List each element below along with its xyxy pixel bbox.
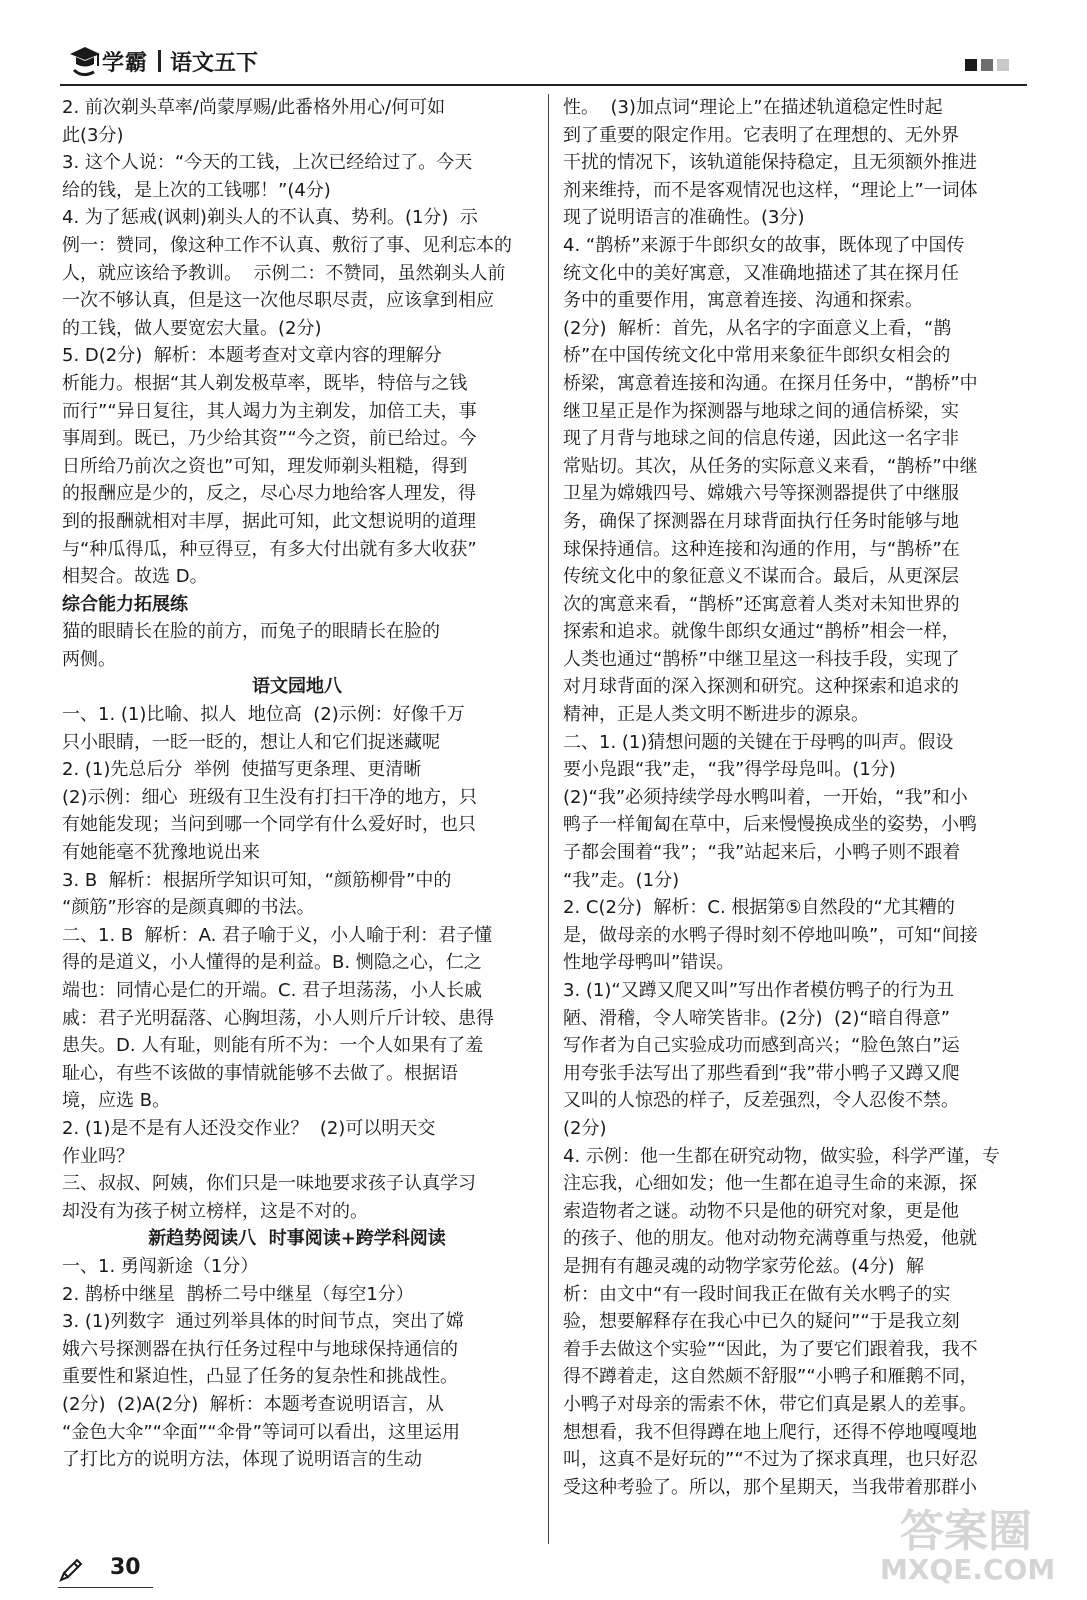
text-line: 端也：同情心是仁的开端。C. 君子坦荡荡，小人长戚 [62,980,483,1001]
text-line: 2. C(2分) 解析：C. 根据第⑤自然段的“尤其糟的 [563,897,955,919]
text-line: 桥”在中国传统文化中常用来象征牛郎织女相会的 [563,345,951,367]
text-line: 次的寓意来看，“鹊桥”还寓意着人类对未知世界的 [563,593,960,615]
footer-rule [58,1587,153,1588]
watermark-bottom-text: MXQE.COM [880,1553,1056,1586]
text-line: 的报酬应是少的，反之，尽心尽力地给客人理发，得 [62,483,476,505]
text-line: 而行”“异日复往，其人竭力为主剃发，加倍工夫，事 [62,400,477,422]
text-line: 二、1. B 解析：A. 君子喻于义，小人喻于利：君子懂 [62,924,493,946]
text-line: 只小眼睛，一眨一眨的，想让人和它们捉迷藏呢 [62,731,440,753]
text-line: (2分) 解析：首先，从名字的字面意义上看，“鹊 [563,317,952,339]
text-line: 娥六号探测器在执行任务过程中与地球保持通信的 [62,1338,458,1360]
text-line: 与“种瓜得瓜，种豆得豆，有多大付出就有多大收获” [62,538,477,560]
text-line: 3. (1)列数字 通过列举具体的时间节点，突出了嫦 [62,1311,464,1333]
brand-name: 学霸 [102,51,149,76]
text-line: 人类也通过“鹊桥”中继卫星这一科技手段，实现了 [563,648,960,670]
text-line: “金色大伞”“伞面”“伞骨”等词可以看出，这里运用 [62,1421,460,1443]
text-line: 三、叔叔、阿姨，你们只是一味地要求孩子认真学习 [62,1173,476,1195]
text-line: 想想看，我不但得蹲在地上爬行，还得不停地嘎嘎地 [563,1421,977,1443]
text-line: 4. “鹊桥”来源于牛郎织女的故事，既体现了中国传 [563,234,965,256]
text-line: 务中的重要作用，寓意着连接、沟通和探索。 [563,290,923,312]
text-line: 4. 为了惩戒(讽刺)剃头人的不认真、势利。(1分) 示 [62,207,478,229]
text-line: 综合能力拓展练 [62,593,188,615]
page-header [60,40,1027,82]
column-divider [548,94,549,1544]
text-line: 给的钱，是上次的工钱哪！”(4分) [62,179,331,201]
text-line: 3. B 解析：根据所学知识可知，“颜筋柳骨”中的 [62,869,452,891]
text-line: 相契合。故选 D。 [62,566,208,588]
text-line: 却没有为孩子树立榜样，这是不对的。 [62,1200,368,1222]
text-line: 务，确保了探测器在月球背面执行任务时能够与地 [563,510,959,532]
text-line: 桥梁，寓意着连接和沟通。在探月任务中，“鹊桥”中 [563,372,978,394]
square-medium [981,59,993,71]
text-line: 得不蹲着走，这自然颇不舒服”“小鸭子和雁鹅不同， [563,1366,978,1388]
text-line: 2. 鹊桥中继星 鹊桥二号中继星（每空1分） [62,1283,414,1305]
text-line: 一、1. 勇闯新途（1分） [62,1255,259,1277]
text-line: 例一：赞同，像这种工作不认真、敷衍了事、见利忘本的 [62,234,512,256]
text-line: 着手去做这个实验”“因此，为了要它们跟着我，我不 [563,1338,978,1360]
text-line: 患失。D. 人有耻，则能有所不为：一个人如果有了羞 [62,1035,484,1057]
text-line: 析能力。根据“其人剃发极草率，既毕，特倍与之钱 [62,372,468,394]
subject-title: 语文五下 [170,51,259,76]
text-line: 现了说明语言的准确性。(3分) [563,207,805,229]
text-line: 子都会围着“我”；“我”站起来后，小鸭子则不跟着 [563,842,961,864]
text-line: 此(3分) [62,124,124,146]
text-line: 鸭子一样匍匐在草中，后来慢慢换成坐的姿势，小鸭 [563,814,977,836]
text-line: 是，做母亲的水鸭子得时刻不停地叫唤”，可知“间接 [563,924,978,946]
text-line: 2. 前次剃头草率/尚蒙厚赐/此番格外用心/何可如 [62,97,446,118]
text-line: 新趋势阅读八 时事阅读+跨学科阅读 [148,1228,446,1250]
text-line: 干扰的情况下，该轨道能保持稳定，且无须额外推进 [563,152,977,174]
text-line: 的孩子、他的朋友。他对动物充满尊重与热爱，他就 [563,1228,977,1250]
text-line: 有她能发现；当问到哪一个同学有什么爱好时，也只 [62,814,476,836]
text-line: (2分) [563,1117,607,1139]
text-line: (2)示例：细心 班级有卫生没有打扫干净的地方，只 [62,786,477,808]
text-line: 卫星为嫦娥四号、嫦娥六号等探测器提供了中继服 [563,483,959,505]
watermark [860,1485,1070,1595]
text-line: “颜筋”形容的是颜真卿的书法。 [62,897,315,919]
text-line: 性地学母鸭叫”错误。 [563,952,735,974]
pencil-icon [58,1557,84,1583]
text-line: 验，想要解释存在我心中已久的疑问”“于是我立刻 [563,1311,960,1333]
text-line: 陋、滑稽，令人啼笑皆非。(2分) (2)“暗自得意” [563,1007,951,1029]
text-line: 析：由文中“有一段时间我正在做有关水鸭子的实 [563,1283,951,1305]
text-line: 猫的眼睛长在脸的前方，而兔子的眼睛长在脸的 [62,621,440,643]
text-line: (2分) (2)A(2分) 解析：本题考查说明语言，从 [62,1393,444,1415]
text-line: 一次不够认真，但是这一次他尽职尽责，应该拿到相应 [62,290,494,312]
left-column [62,94,532,1474]
header-separator [158,50,161,72]
text-line: 注忘我，心细如发；他一生都在追寻生命的来源，探 [563,1173,977,1195]
text-line: 两侧。 [62,648,116,670]
text-line: 用夸张手法写出了那些看到“我”带小鸭子又蹲又爬 [563,1062,960,1084]
text-line: 事周到。既已，乃少给其资”“今之资，前已给过。今 [62,428,477,450]
text-line: 到了重要的限定作用。它表明了在理想的、无外界 [563,124,959,146]
text-line: 有她能毫不犹豫地说出来 [62,842,260,864]
text-line: 2. (1)先总后分 举例 使描写更条理、更清晰 [62,759,422,781]
text-line: 4. 示例：他一生都在研究动物，做实验，科学严谨，专 [563,1145,1000,1167]
text-line: 统文化中的美好寓意，又准确地描述了其在探月任 [563,262,959,284]
graduation-cap-logo-icon [68,42,102,78]
text-line: 3. 这个人说：“今天的工钱，上次已经给过了。今天 [62,152,473,174]
right-column [563,94,1033,1501]
text-line: 受这种考验了。所以，那个星期天，当我带着那群小 [563,1476,977,1498]
text-line: 对月球背面的深入探测和研究。这种探索和追求的 [563,676,959,698]
text-line: 探索和追求。就像牛郎织女通过“鹊桥”相会一样， [563,621,960,643]
text-line: 到的报酬就相对丰厚，据此可知，此文想说明的道理 [62,510,476,532]
text-line: 性。 (3)加点词“理论上”在描述轨道稳定性时起 [563,97,943,118]
text-line: 二、1. (1)猜想问题的关键在于母鸭的叫声。假设 [563,731,954,753]
text-line: 继卫星正是作为探测器与地球之间的通信桥梁，实 [563,400,959,422]
text-line: 戚：君子光明磊落、心胸坦荡，小人则斤斤计较、患得 [62,1007,494,1029]
text-line: 现了月背与地球之间的信息传递，因此这一名字非 [563,428,959,450]
text-line: 的工钱，做人要宽宏大量。(2分) [62,317,322,339]
text-line: 传统文化中的象征意义不谋而合。最后，从更深层 [563,566,959,588]
text-line: 球保持通信。这种连接和沟通的作用，与“鹊桥”在 [563,538,960,560]
header-squares [961,56,1009,70]
text-line: 又叫的人惊恐的样子，反差强烈，令人忍俊不禁。 [563,1090,959,1112]
text-line: 2. (1)是不是有人还没交作业？ (2)可以明天交 [62,1117,436,1139]
text-line: 要小凫跟“我”走，“我”得学母凫叫。(1分) [563,759,896,781]
text-line: 耻心，有些不该做的事情就能够不去做了。根据语 [62,1062,458,1084]
text-line: 小鸭子对母亲的需索不休，带它们真是累人的差事。 [563,1393,977,1415]
text-line: 叫，这真不是好玩的”“不过为了探求真理，也只好忍 [563,1449,978,1471]
text-line: 索造物者之谜。动物不只是他的研究对象，更是他 [563,1200,959,1222]
text-line: 境，应选 B。 [62,1090,171,1112]
page-number: 30 [110,1555,141,1580]
square-light [997,59,1009,71]
text-line: 写作者为自己实验成功而感到高兴；“脸色煞白”运 [563,1035,960,1057]
text-line: 人，就应该给予教训。 示例二：不赞同，虽然剃头人前 [62,262,506,284]
text-line: “我”走。(1分) [563,869,680,891]
text-line: 重要性和紧迫性，凸显了任务的复杂性和挑战性。 [62,1366,458,1388]
text-line: 一、1. (1)比喻、拟人 地位高 (2)示例：好像千万 [62,704,465,726]
square-dark [965,59,977,71]
text-line: 作业吗？ [62,1145,134,1167]
text-line: 3. (1)“又蹲又爬又叫”写出作者模仿鸭子的行为丑 [563,980,955,1001]
text-line: 了打比方的说明方法，体现了说明语言的生动 [62,1449,422,1471]
text-line: 得的是道义，小人懂得的是利益。B. 恻隐之心，仁之 [62,952,482,974]
text-line: (2)“我”必须持续学母水鸭叫着，一开始，“我”和小 [563,786,968,808]
header-rule [60,84,1027,86]
text-line: 剂来维持，而不是客观情况也这样，“理论上”一词体 [563,179,978,201]
text-line: 精神，正是人类文明不断进步的源泉。 [563,704,869,726]
text-line: 5. D(2分) 解析：本题考查对文章内容的理解分 [62,345,442,367]
text-line: 日所给乃前次之资也”可知，理发师剃头粗糙，得到 [62,455,468,477]
text-line: 是拥有有趣灵魂的动物学家劳伦兹。(4分) 解 [563,1255,924,1277]
text-line: 语文园地八 [252,676,342,698]
watermark-top-text: 答案圈 [900,1506,1032,1557]
text-line: 常贴切。其次，从任务的实际意义来看，“鹊桥”中继 [563,455,978,477]
